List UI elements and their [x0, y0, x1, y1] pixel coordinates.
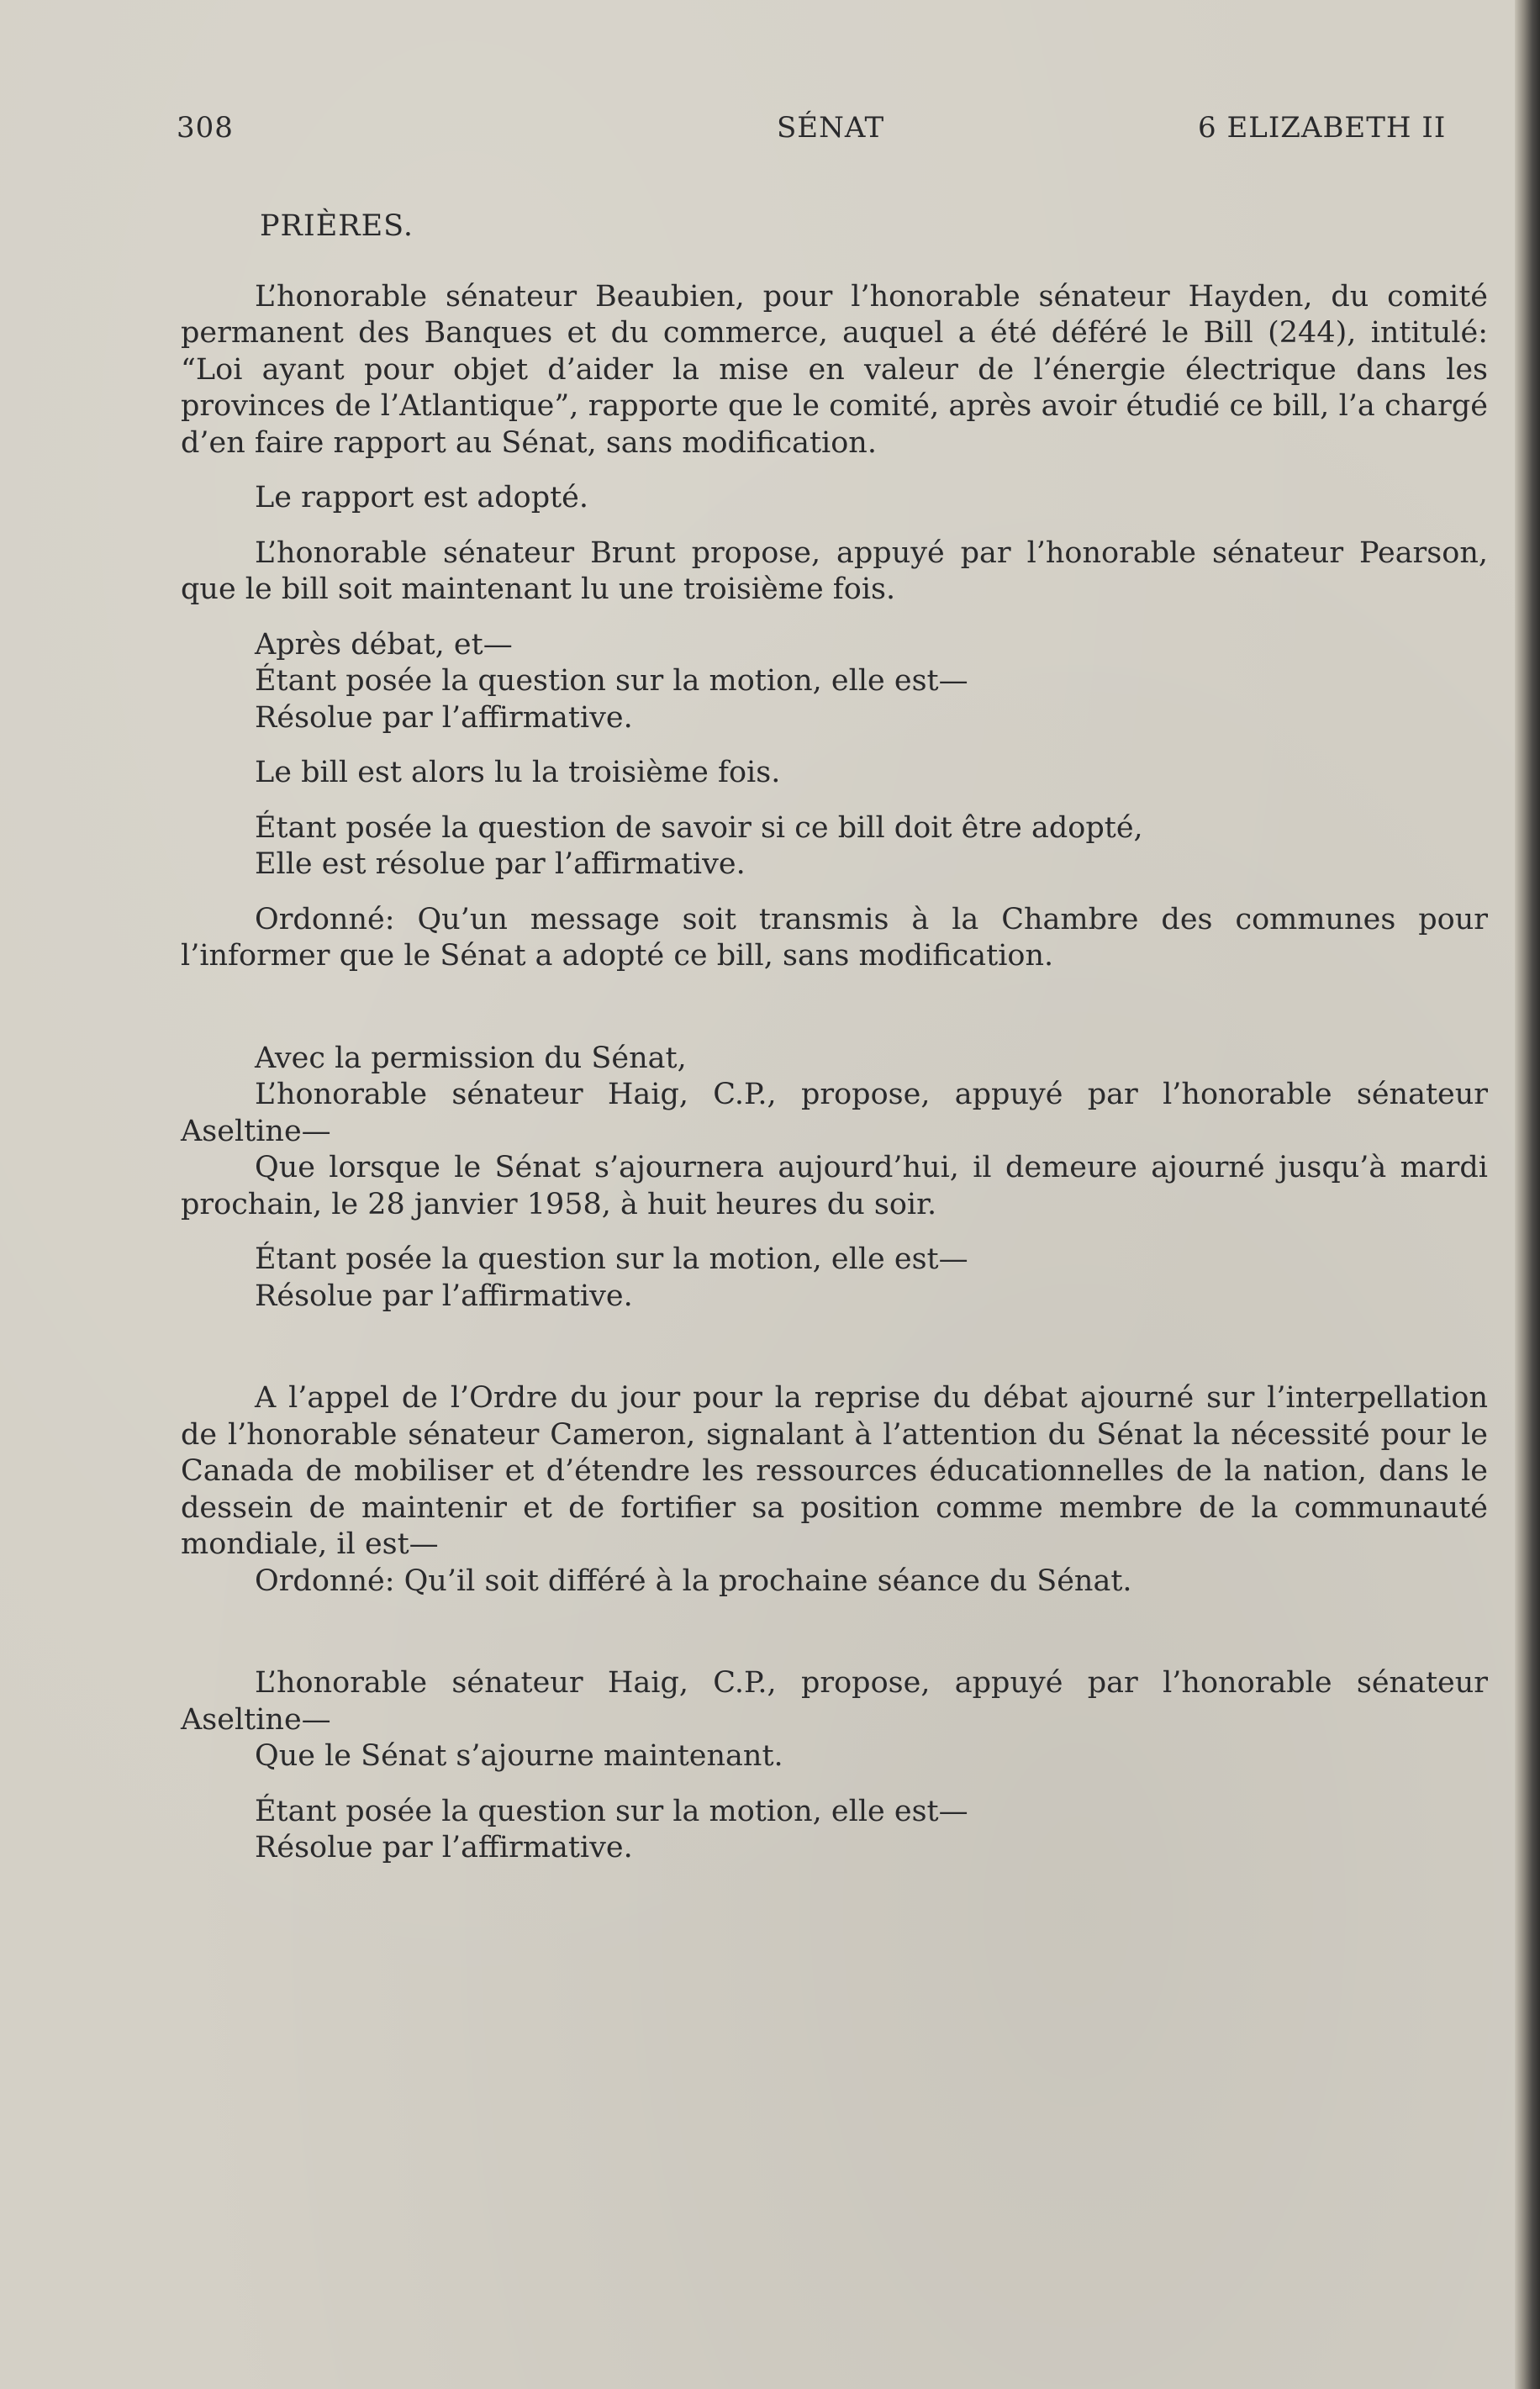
- third-reading-done: Le bill est alors lu la troisième fois.: [255, 756, 781, 789]
- vote-line: Étant posée la question de savoir si ce bill doit être adopté,: [255, 810, 1143, 845]
- motion-text: Que lorsque le Sénat s’ajournera aujourd’hui, il demeure ajourné jusqu’à mardi prochain, le 28 janvier 1958, à huit heures du soir.: [181, 1151, 1488, 1221]
- final-adjournment-block: [181, 1665, 1488, 1775]
- order-deferred: Ordonné: Qu’il soit différé à la prochaine séance du Sénat.: [255, 1564, 1132, 1598]
- section-heading: PRIÈRES.: [260, 209, 414, 243]
- vote-line: Étant posée la question sur la motion, elle est—: [255, 1242, 968, 1276]
- page-number: 308: [177, 111, 234, 145]
- report-adopted: Le rapport est adopté.: [255, 481, 588, 514]
- motion-line: L’honorable sénateur Haig, C.P., propose, appuyé par l’honorable sénateur Aseltine—: [181, 1666, 1488, 1737]
- vote-line: Étant posée la question sur la motion, elle est—: [255, 664, 968, 698]
- permission-line: Avec la permission du Sénat,: [255, 1041, 687, 1075]
- third-reading-motion: L’honorable sénateur Brunt propose, appuyé par l’honorable sénateur Pearson, que le bill soit maintenant lu une troisième fois.: [181, 535, 1488, 606]
- running-head-right: 6 ELIZABETH II: [1198, 111, 1447, 145]
- motion-text: Que le Sénat s’ajourne maintenant.: [255, 1739, 783, 1773]
- vote-line: Résolue par l’affirmative.: [255, 1279, 633, 1313]
- vote-block-1: [181, 627, 1488, 737]
- vote-line: Étant posée la question sur la motion, elle est—: [255, 1794, 968, 1828]
- running-head-center: SÉNAT: [777, 111, 885, 145]
- order-message: Ordonné: Qu’un message soit transmis à la Chambre des communes pour l’informer que le Sénat a adopté ce bill, sans modification.: [181, 902, 1488, 973]
- adjournment-motion-block: [181, 1041, 1488, 1224]
- vote-line: Résolue par l’affirmative.: [255, 1831, 633, 1864]
- page-body: [181, 208, 1488, 1867]
- running-head: [0, 111, 1540, 153]
- book-spine-edge: [1515, 0, 1540, 2389]
- order-of-day-paragraph: A l’appel de l’Ordre du jour pour la reprise du débat ajourné sur l’interpellation de l’honorable sénateur Cameron, signalant à l’attention du Sénat la nécessité pour le Canada de mobiliser et d’étendre les ressources éducationnelles de la nation, dans le dessein de maintenir et de fortifier sa position comme membre de la communauté mondiale, il est—: [181, 1381, 1488, 1561]
- order-of-day-block: [181, 1380, 1488, 1600]
- motion-line: L’honorable sénateur Haig, C.P., propose, appuyé par l’honorable sénateur Aseltine—: [181, 1078, 1488, 1148]
- vote-line: Elle est résolue par l’affirmative.: [255, 847, 746, 881]
- report-paragraph: L’honorable sénateur Beaubien, pour l’honorable sénateur Hayden, du comité permanent des Banques et du commerce, auquel a été déféré le Bill (244), intitulé: “Loi ayant pour objet d’aider la mise en valeur de l’énergie électrique dans les provinces de l’Atlantique”, rapporte que le comité, après avoir étudié ce bill, l’a chargé d’en faire rapport au Sénat, sans modification.: [181, 279, 1488, 460]
- vote-line: Après débat, et—: [255, 627, 513, 662]
- vote-block-4: [181, 1794, 1488, 1867]
- vote-line: Résolue par l’affirmative.: [255, 700, 633, 735]
- vote-block-2: [181, 810, 1488, 883]
- vote-block-3: [181, 1242, 1488, 1315]
